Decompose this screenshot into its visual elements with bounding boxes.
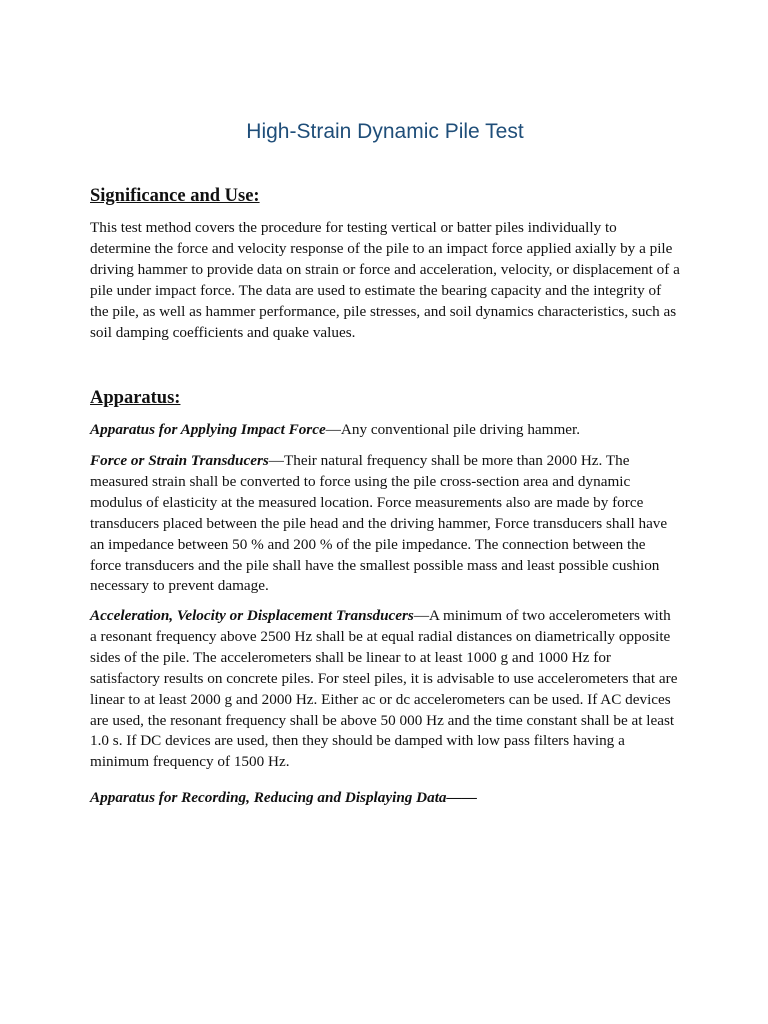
- apparatus-term: Apparatus for Applying Impact Force: [90, 421, 326, 438]
- apparatus-term: Force or Strain Transducers: [90, 452, 269, 469]
- apparatus-term: Apparatus for Recording, Reducing and Displaying Data——: [90, 789, 477, 806]
- apparatus-description: —A minimum of two accelerometers with a resonant frequency above 2500 Hz shall be at equal radial distances on diametrically opposite sides of the pile. The accelerometers shall be linear to at least 1000 g and 1000 Hz for satisfactory results on concrete piles. For steel piles, it is advisable to use accelerometers that are linear to at least 2000 g and 2000 Hz. Either ac or dc accelerometers can be used. If AC devices are used, the resonant frequency shall be above 50 000 Hz and the time constant shall be at least 1.0 s. If DC devices are used, then they should be damped with low pass filters having a minimum frequency of 1500 Hz.: [90, 607, 678, 771]
- significance-paragraph: This test method covers the procedure for testing vertical or batter piles individually to determine the force and velocity response of the pile to an impact force applied axially by a pile driving hammer to provide data on strain or force and acceleration, velocity, or displacement of a pile under impact force. The data are used to estimate the bearing capacity and the integrity of the pile, as well as hammer performance, pile stresses, and soil dynamics characteristics, such as soil damping coefficients and quake values.: [90, 219, 680, 341]
- apparatus-item-acceleration-transducers: [90, 606, 680, 773]
- apparatus-item-recording-data: [90, 788, 680, 809]
- apparatus-term: Acceleration, Velocity or Displacement Transducers: [90, 607, 414, 624]
- document-title: High-Strain Dynamic Pile Test: [246, 120, 524, 143]
- apparatus-item-impact-force: [90, 420, 680, 441]
- apparatus-item-force-transducers: [90, 451, 680, 597]
- significance-heading: Significance and Use:: [90, 186, 260, 206]
- apparatus-heading: Apparatus:: [90, 388, 181, 408]
- apparatus-description: —Any conventional pile driving hammer.: [325, 421, 581, 438]
- apparatus-description: —Their natural frequency shall be more than 2000 Hz. The measured strain shall be converted to force using the pile cross-section area and dynamic modulus of elasticity at the measured location. Force measurements also are made by force transducers placed between the pile head and the driving hammer, Force transducers shall have an impedance between 50 % and 200 % of the pile impedance. The connection between the force transducers and the pile shall have the smallest possible mass and least possible cushion necessary to prevent damage.: [90, 452, 668, 595]
